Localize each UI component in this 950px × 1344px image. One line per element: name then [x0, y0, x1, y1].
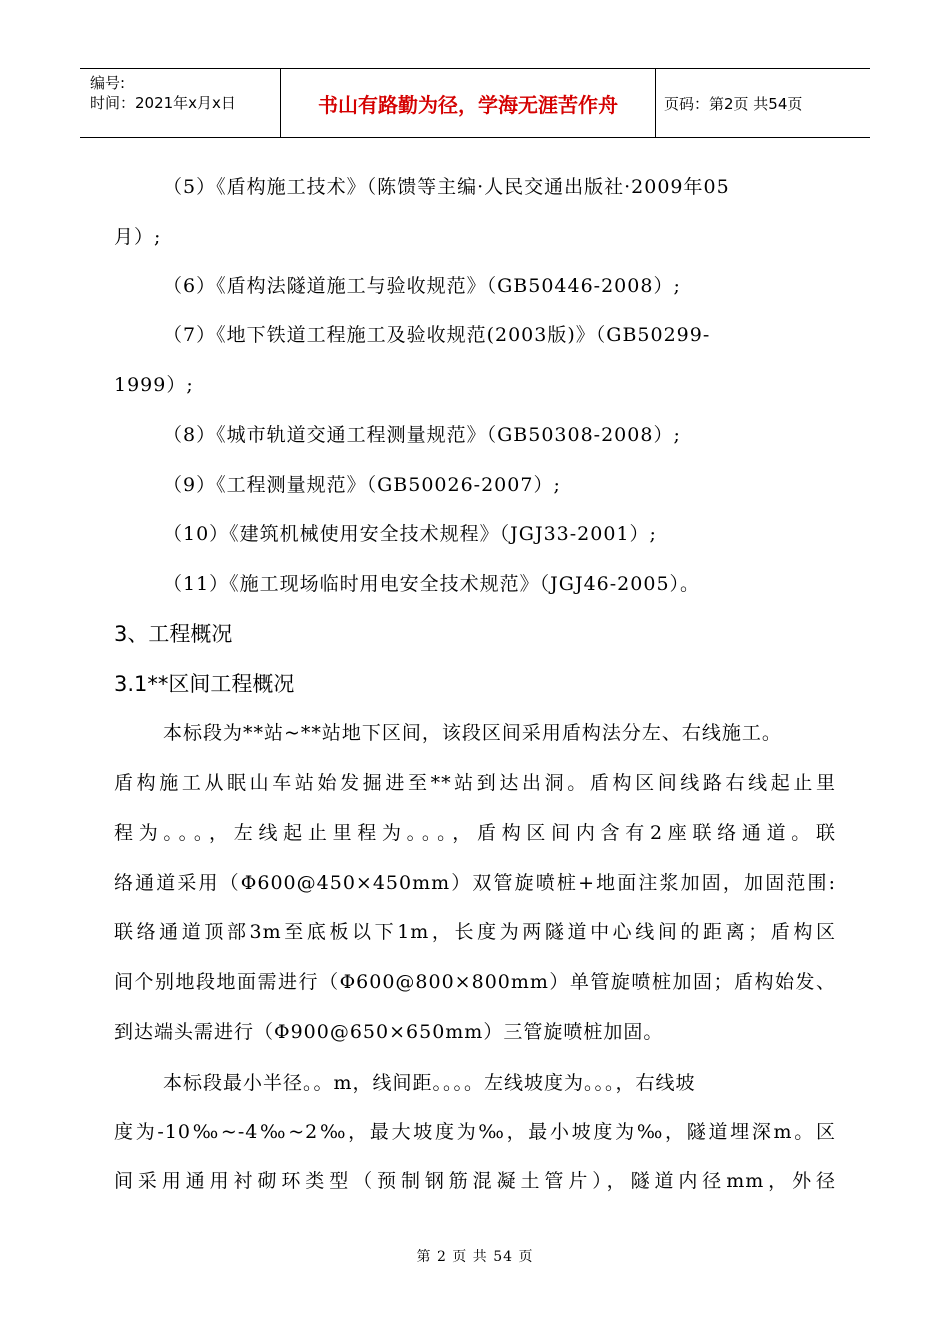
paragraph1-line-4: 络通道采用（Φ600@450×450mm）双管旋喷桩+地面注浆加固，加固范围:: [114, 872, 836, 894]
reference-7: （7）《地下铁道工程施工及验收规范(2003版)》（GB50299-: [163, 324, 711, 346]
paragraph1-line-3: 程为。。。，左线起止里程为。。。，盾构区间内含有2座联络通道。联: [114, 822, 836, 844]
paragraph1-line-5: 联络通道顶部3m至底板以下1m，长度为两隧道中心线间的距离；盾构区: [114, 921, 836, 943]
reference-9: （9）《工程测量规范》（GB50026-2007）;: [163, 474, 561, 496]
section-heading: 3、工程概况: [114, 622, 233, 646]
paragraph1-line-2: 盾构施工从眠山车站始发掘进至**站到达出洞。盾构区间线路右线起止里: [114, 772, 836, 794]
reference-5: （5）《盾构施工技术》（陈馈等主编·人民交通出版社·2009年05: [163, 176, 730, 198]
reference-10: （10）《建筑机械使用安全技术规程》（JGJ33-2001）;: [163, 523, 657, 545]
header-motto: 书山有路勤为径，学海无涯苦作舟: [281, 69, 656, 137]
page-footer: 第 2 页 共 54 页: [416, 1249, 534, 1265]
header-page-code: 页码：第2页 共54页: [664, 94, 803, 113]
reference-11: （11）《施工现场临时用电安全技术规范》（JGJ46-2005）。: [163, 573, 701, 595]
header-meta: [80, 69, 281, 137]
document-header: [80, 68, 870, 138]
paragraph2-line-3: 间采用通用衬砌环类型（预制钢筋混凝土管片），隧道内径mm，外径: [114, 1170, 836, 1192]
reference-7-continued: 1999）;: [114, 374, 194, 396]
paragraph1-line-6: 间个别地段地面需进行（Φ600@800×800mm）单管旋喷桩加固；盾构始发、: [114, 971, 836, 993]
document-time-label: 时间：2021年x月x日: [90, 94, 236, 112]
paragraph1-line-1: 本标段为**站~**站地下区间，该段区间采用盾构法分左、右线施工。: [163, 722, 782, 744]
paragraph2-line-1: 本标段最小半径。。m，线间距。。。。左线坡度为。。。，右线坡: [163, 1072, 696, 1094]
paragraph1-line-7: 到达端头需进行（Φ900@650×650mm）三管旋喷桩加固。: [114, 1021, 664, 1043]
document-number-label: 编号:: [90, 74, 126, 92]
reference-8: （8）《城市轨道交通工程测量规范》（GB50308-2008）;: [163, 424, 681, 446]
reference-6: （6）《盾构法隧道施工与验收规范》（GB50446-2008）;: [163, 275, 681, 297]
paragraph2-line-2: 度为-10‰~-4‰~2‰，最大坡度为‰，最小坡度为‰，隧道埋深m。区: [114, 1121, 836, 1143]
reference-5-continued: 月）;: [114, 226, 162, 248]
subsection-heading: 3.1**区间工程概况: [114, 672, 295, 696]
